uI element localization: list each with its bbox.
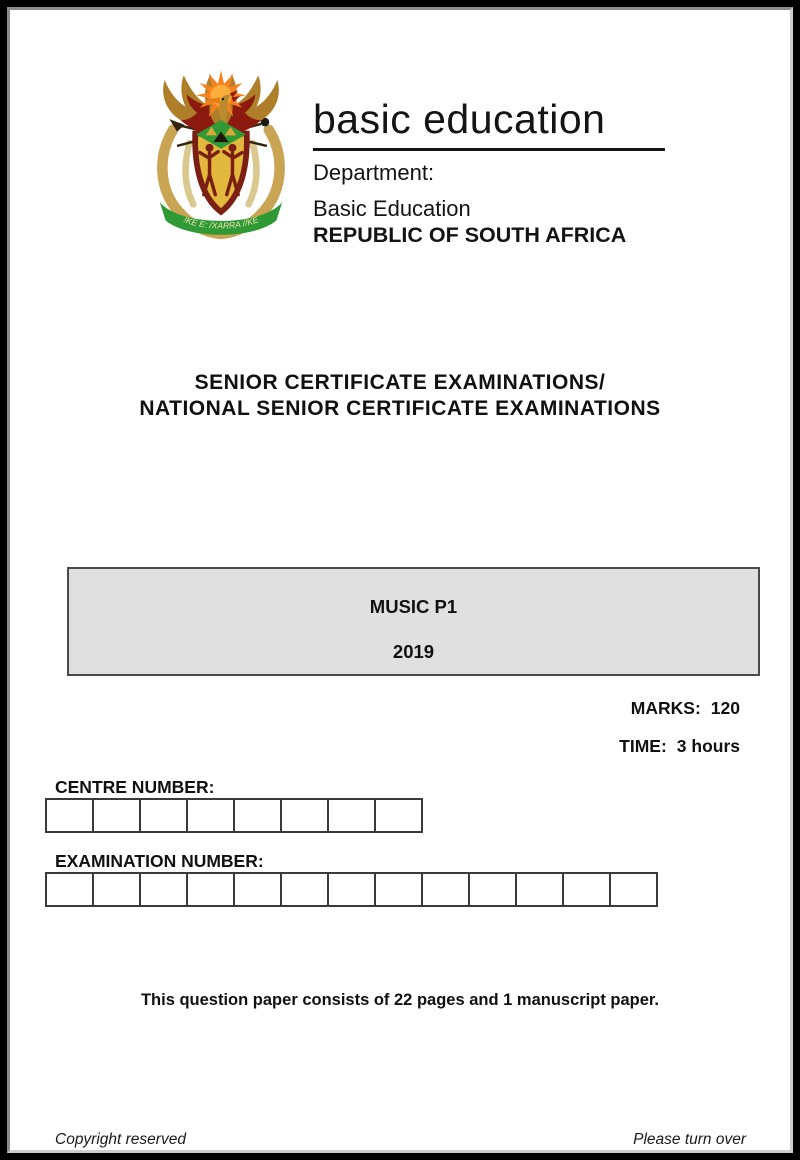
number-cell bbox=[609, 872, 658, 907]
number-cell bbox=[186, 872, 235, 907]
number-cell bbox=[92, 872, 141, 907]
number-cell bbox=[139, 872, 188, 907]
examination-number-cells bbox=[45, 872, 658, 907]
subject-year: 2019 bbox=[392, 641, 435, 662]
republic-line: REPUBLIC OF SOUTH AFRICA bbox=[313, 223, 627, 248]
department-line: Department: bbox=[313, 160, 435, 186]
subject-title: MUSIC P1 bbox=[369, 596, 458, 617]
number-cell bbox=[45, 872, 94, 907]
exam-cover-page bbox=[7, 7, 793, 1153]
number-cell bbox=[233, 872, 282, 907]
centre-number-label: CENTRE NUMBER: bbox=[55, 777, 215, 797]
number-cell bbox=[139, 798, 188, 833]
page-count-note: This question paper consists of 22 pages and 1 manuscript paper. bbox=[140, 991, 660, 1009]
copyright-note: Copyright reserved bbox=[55, 1131, 186, 1148]
number-cell bbox=[92, 798, 141, 833]
centre-number-cells bbox=[45, 798, 423, 833]
department-wordmark bbox=[313, 98, 673, 249]
number-cell bbox=[280, 798, 329, 833]
motto-text: !KE E: /XARRA //KE bbox=[182, 214, 260, 231]
wordmark-underline bbox=[313, 148, 665, 151]
department-line: Basic Education bbox=[313, 195, 471, 221]
wordmark-title: basic education bbox=[313, 96, 606, 142]
exam-heading-line1: SENIOR CERTIFICATE EXAMINATIONS/ bbox=[194, 371, 606, 394]
time-line bbox=[619, 736, 740, 757]
number-cell bbox=[45, 798, 94, 833]
number-cell bbox=[374, 872, 423, 907]
number-cell bbox=[233, 798, 282, 833]
turn-over-note: Please turn over bbox=[633, 1131, 746, 1148]
south-africa-coat-of-arms bbox=[135, 66, 307, 244]
number-cell bbox=[327, 798, 376, 833]
number-cell bbox=[186, 798, 235, 833]
marks-label: MARKS: bbox=[630, 698, 701, 718]
exam-heading bbox=[10, 370, 790, 421]
marks-line bbox=[631, 698, 740, 719]
number-cell bbox=[327, 872, 376, 907]
number-cell bbox=[515, 872, 564, 907]
time-label: TIME: bbox=[619, 736, 667, 756]
number-cell bbox=[562, 872, 611, 907]
subject-box bbox=[67, 567, 760, 676]
time-value: 3 hours bbox=[676, 736, 740, 756]
number-cell bbox=[280, 872, 329, 907]
marks-value: 120 bbox=[710, 698, 740, 718]
exam-heading-line2: NATIONAL SENIOR CERTIFICATE EXAMINATIONS bbox=[139, 396, 661, 420]
number-cell bbox=[421, 872, 470, 907]
number-cell bbox=[374, 798, 423, 833]
examination-number-label: EXAMINATION NUMBER: bbox=[55, 851, 264, 871]
number-cell bbox=[468, 872, 517, 907]
